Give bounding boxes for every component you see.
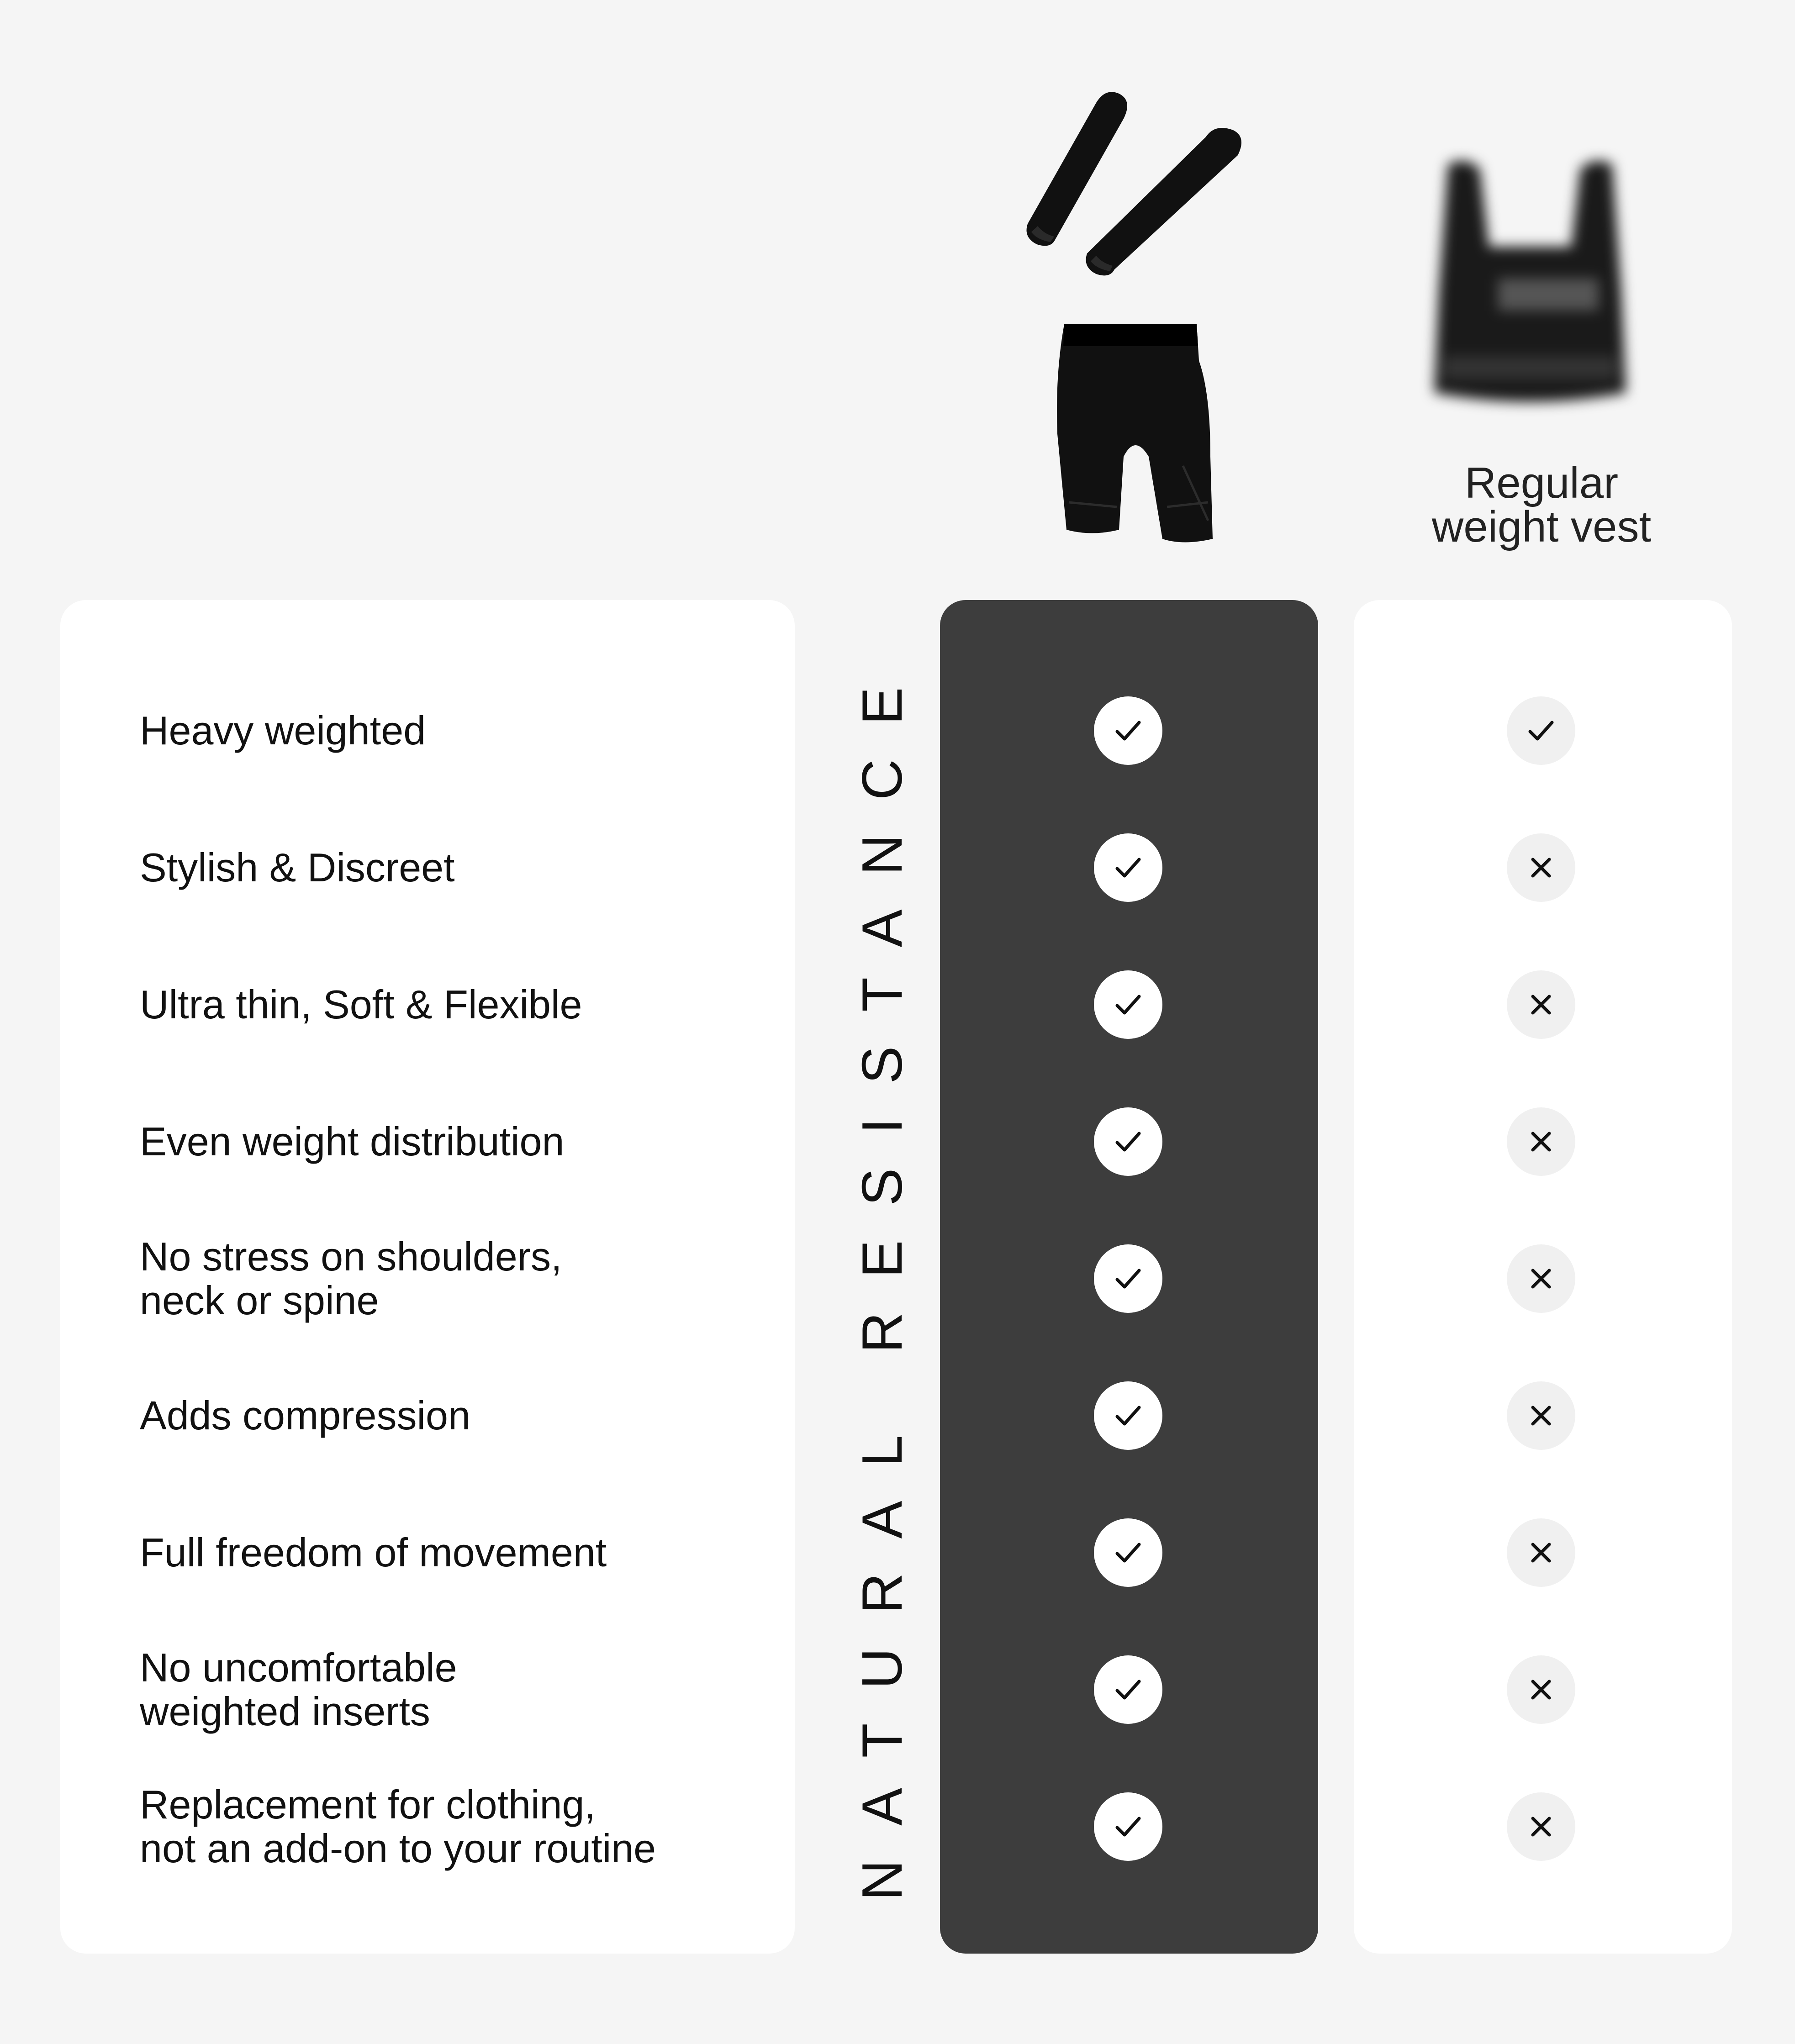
cross-icon [1522,848,1560,887]
check-icon [1109,1122,1147,1161]
weighted-shorts-image [1046,320,1224,548]
feature-label [140,1531,607,1575]
theirs-cross-icon [1507,1107,1575,1176]
weighted-sleeves-image [1019,87,1256,297]
feature-label-line: Heavy weighted [140,708,426,753]
feature-label [140,709,426,753]
comparison-row [0,1621,1795,1758]
theirs-check-icon [1507,696,1575,765]
feature-label-line: Replacement for clothing, [140,1782,596,1827]
ours-check-icon [1094,1655,1162,1724]
comparison-row [0,1758,1795,1895]
check-icon [1109,1259,1147,1298]
theirs-cross-icon [1507,970,1575,1039]
cross-icon [1522,1807,1560,1846]
check-icon [1109,1396,1147,1435]
theirs-cross-icon [1507,1381,1575,1450]
cross-icon [1522,985,1560,1024]
brand-vertical-title: NATURAL RESISTANCE [851,653,914,1901]
check-icon [1109,1670,1147,1709]
feature-label-line: Adds compression [140,1393,470,1438]
ours-check-icon [1094,970,1162,1039]
check-icon [1109,711,1147,750]
comparison-row [0,799,1795,936]
comparison-row [0,1210,1795,1347]
ours-check-icon [1094,696,1162,765]
check-icon [1109,1533,1147,1572]
ours-check-icon [1094,833,1162,902]
check-icon [1522,711,1560,750]
feature-label-line: Full freedom of movement [140,1530,607,1575]
cross-icon [1522,1122,1560,1161]
cross-icon [1522,1396,1560,1435]
feature-label [140,983,582,1027]
ours-check-icon [1094,1107,1162,1176]
feature-label [140,1394,470,1438]
comparison-row [0,1484,1795,1621]
cross-icon [1522,1259,1560,1298]
ours-check-icon [1094,1518,1162,1587]
theirs-cross-icon [1507,1244,1575,1313]
feature-label-line: Ultra thin, Soft & Flexible [140,982,582,1027]
feature-label [140,1646,457,1733]
feature-label-line: No uncomfortable [140,1645,457,1690]
check-icon [1109,848,1147,887]
comparison-row [0,1073,1795,1210]
cross-icon [1522,1670,1560,1709]
feature-label-line: No stress on shoulders, [140,1234,562,1279]
feature-label-line: neck or spine [140,1278,379,1323]
feature-label-line: Even weight distribution [140,1119,565,1164]
feature-label-line: not an add-on to your routine [140,1826,656,1871]
feature-label [140,1120,564,1164]
feature-label [140,1783,656,1870]
theirs-cross-icon [1507,833,1575,902]
ours-check-icon [1094,1792,1162,1861]
check-icon [1109,1807,1147,1846]
theirs-cross-icon [1507,1792,1575,1861]
comparison-row [0,662,1795,799]
comparison-row [0,1347,1795,1484]
feature-label [140,1235,562,1322]
weight-vest-image [1430,155,1631,416]
ours-check-icon [1094,1381,1162,1450]
ours-check-icon [1094,1244,1162,1313]
cross-icon [1522,1533,1560,1572]
theirs-cross-icon [1507,1655,1575,1724]
feature-label [140,846,455,890]
comparison-row [0,936,1795,1073]
feature-label-line: Stylish & Discreet [140,845,455,890]
feature-label-line: weighted inserts [140,1689,430,1734]
check-icon [1109,985,1147,1024]
theirs-cross-icon [1507,1518,1575,1587]
regular-weight-vest-label: Regular weight vest [1431,458,1652,551]
